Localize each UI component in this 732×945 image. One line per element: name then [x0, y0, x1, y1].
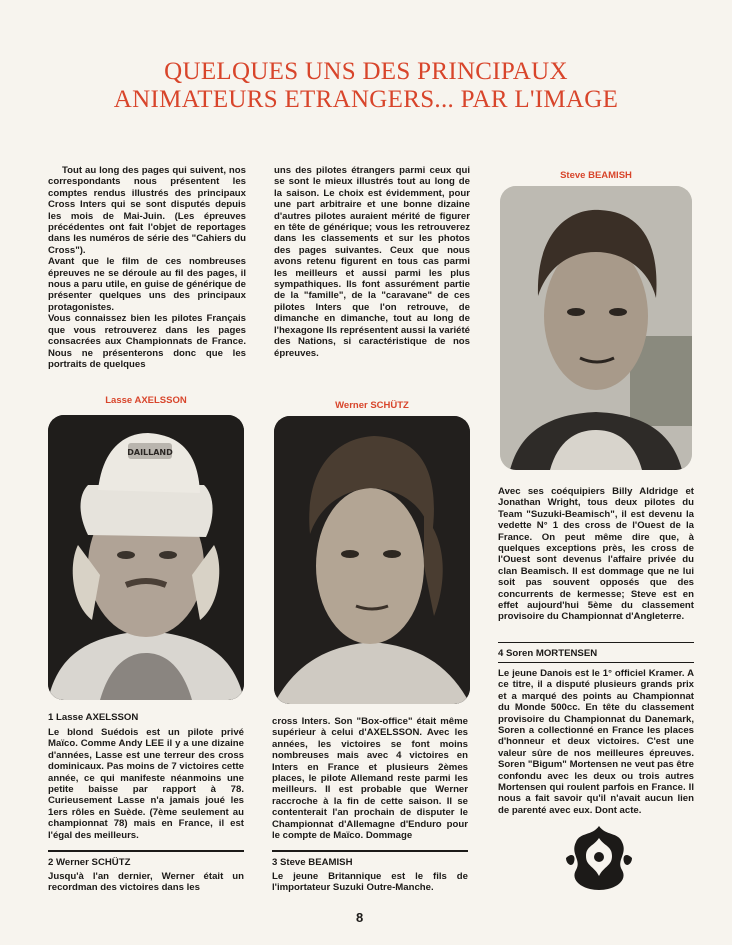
intro-paragraph-3: Vous connaissez bien les pilotes Français que vous retrouverez dans les pages consacrées aux Championnats de France. Nous ne présenterons donc que les portraits de quelques [48, 313, 246, 370]
beamish-text-continued: Avec ses coéquipiers Billy Aldridge et Jonathan Wright, tous deux pilotes du Team "Suzuki-Beamisch", il est devenu la vedette N° 1 des cross de l'Ouest de la France. On peut même dire que, à quelques exceptions près, les cross de l'Ouest sont devenus l'affaire privée du clan Beamisch. Il est dommage que ne lui soit pas souvent opposés que des concurrents de kermesse; Steve est en effet aujourd'hui 5ème du classement provisoire du Championnat d'Angleterre. [498, 486, 694, 623]
cap-logo-text: DAILLAND [127, 448, 173, 457]
schutz-text-continued: cross Inters. Son "Box-office" était même supérieur à celui d'AXELSSON. Avec les années, les victoires se font moins nombreuses mais avec 4 victoires en Inters en France et plusieurs 2èmes places, le pilote Allemand reste parmi les meilleurs. Il est probable que Werner raccroche à la fin de cette saison. Il se contenterait l'an prochain de disputer le Championnat d'Allemagne d'Enduro pour le compte de Maïco. Dommage [272, 716, 468, 842]
divider-right-1 [498, 642, 694, 643]
ornament-icon [562, 822, 636, 894]
beamish-text: Le jeune Britannique est le fils de l'importateur Suzuki Outre-Manche. [272, 871, 468, 894]
rider-name-beamish: Steve BEAMISH [560, 170, 632, 181]
title-line-1: QUELQUES UNS DES PRINCIPAUX [164, 58, 568, 85]
photo-schutz [274, 416, 470, 704]
caption-mortensen: 4 Soren MORTENSEN [498, 648, 598, 659]
beamish-body-continued [498, 486, 694, 623]
divider-right-2 [498, 662, 694, 663]
title-line-2: ANIMATEURS ETRANGERS... PAR L'IMAGE [113, 86, 619, 113]
divider-middle [272, 850, 468, 852]
schutz-body-continued [272, 716, 468, 841]
caption-axelsson: 1 Lasse AXELSSON [48, 712, 139, 723]
mortensen-text: Le jeune Danois est le 1° officiel Kramer. A ce titre, il a disputé plusieurs grands prix et a marqué des points au Championnat du Monde 500cc. En tête du classement provisoire du Championnat du Danemark, Soren a collectionné en France les places d'honneur et deux victoires. C'est une valeur sûre de nos meilleures épreuves. Soren "Bigum" Mortensen ne veut pas être confondu avec les deux ou trois autres Mortensen qui roulent parfois en France. Il nous a fait savoir qu'il n'avait aucun lien de parenté avec eux. Dont acte. [498, 668, 694, 816]
photo-beamish [500, 186, 692, 470]
page-number: 8 [356, 910, 364, 925]
intro-middle-column [274, 165, 470, 359]
caption-beamish: 3 Steve BEAMISH [272, 857, 353, 868]
intro-paragraph-1: Tout au long des pages qui suivent, nos correspondants nous présentent les comptes rendus illustrés des principaux Cross Inters qui se sont disputés depuis les mois de Mai-Juin. (Les épreuves précédentes ont fait l'objet de reportages dans les numéros de série des "Cahiers du Cross"). [48, 165, 246, 256]
photo-axelsson [48, 415, 244, 700]
axelsson-body [48, 727, 244, 841]
mortensen-body [498, 668, 694, 816]
intro-paragraph-2: Avant que le film de ces nombreuses épreuves ne se déroule au fil des pages, il nous a paru utile, en guise de générique de présenter quelques uns des principaux protagonistes. [48, 256, 246, 313]
intro-left-column [48, 165, 246, 370]
rider-name-axelsson: Lasse AXELSSON [105, 395, 187, 406]
axelsson-text: Le blond Suédois est un pilote privé Maïco. Comme Andy LEE il y a une dizaine d'années, Lasse est une terreur des cross dominicaux. Pas moins de 7 victoires cette année, ce qui manifeste néanmoins une petite baisse par rapport à 78. Curieusement Lasse n'a jamais joué les 1ers rôles en Suède. (7ème seulement au championnat 78) mais en France, il est l'égal des meilleurs. [48, 727, 244, 841]
schutz-text: Jusqu'à l'an dernier, Werner était un recordman des victoires dans les [48, 871, 244, 894]
rider-name-schutz: Werner SCHÜTZ [335, 400, 409, 411]
schutz-body [48, 871, 244, 894]
intro-paragraph-4: uns des pilotes étrangers parmi ceux qui se sont le mieux illustrés tout au long de la saison. Le choix est évidemment, pour une part arbitraire et une bonne dizaine d'autres pilotes auraient mérité de figurer en tête de générique; vous les retrouverez dans les classements et sur les photos des pages suivantes. Ceux que nous avons retenu figurent en tous cas parmi les meilleurs et aussi parmi les plus sympathiques. Ils font assurément partie de la "famille", de la "caravane" de ces pilotes Inters que l'on retrouve, de dimanche en dimanche, tout au long de l'hexagone Ils représentent aussi la variété des Nations, si caractéristique de nos épreuves. [274, 165, 470, 359]
beamish-body [272, 871, 468, 894]
page-title [0, 58, 732, 113]
caption-schutz: 2 Werner SCHÜTZ [48, 857, 131, 868]
divider-left [48, 850, 244, 852]
